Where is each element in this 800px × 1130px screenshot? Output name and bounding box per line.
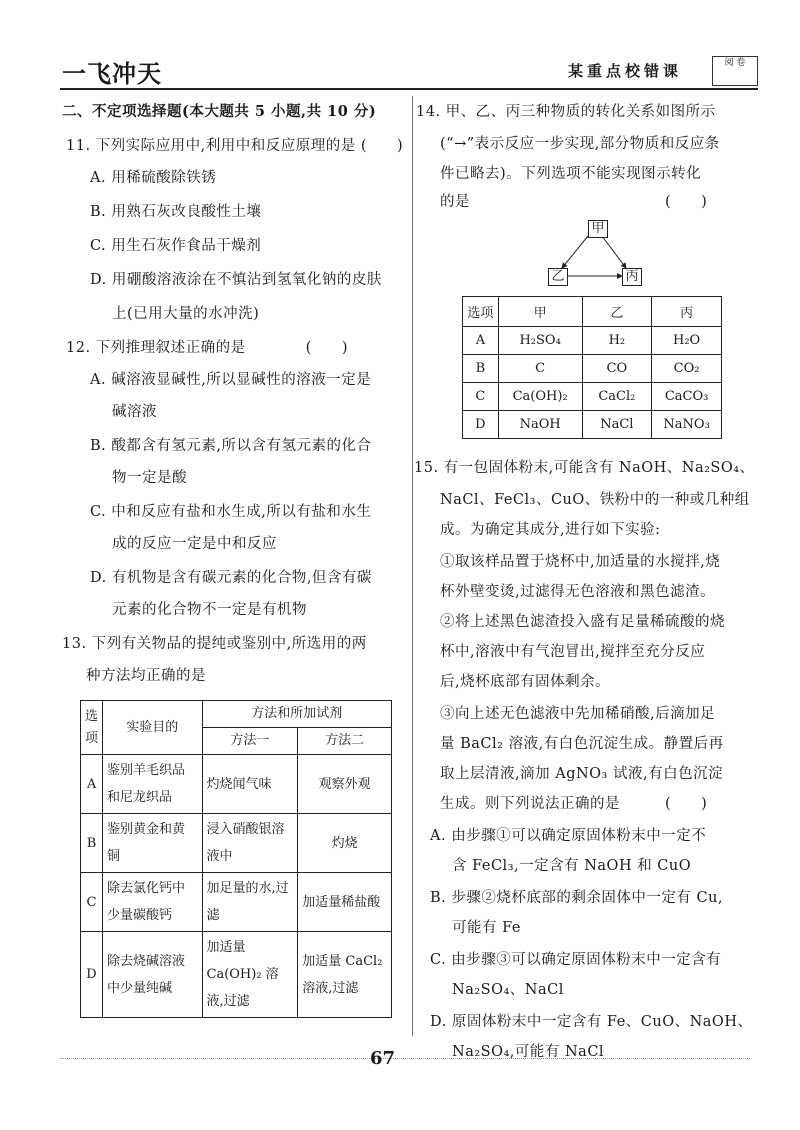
q13-cell-opt: A	[81, 755, 103, 814]
q14-cell: CaCO₃	[652, 383, 722, 411]
q14-cell: CaCl₂	[582, 383, 652, 411]
arrow-jia-bing	[602, 236, 626, 268]
q14-header-yi: 乙	[582, 297, 652, 327]
q13-table	[80, 700, 392, 1018]
table-row	[81, 755, 392, 814]
q15-line: 杯外壁变烫,过滤得无色溶液和黑色滤渣。	[440, 584, 716, 600]
q14-stem-4: 的是 ( )	[440, 194, 708, 210]
q15-option-d-cont: Na₂SO₄,可能有 NaCl	[452, 1044, 605, 1060]
q13-cell-m2: 观察外观	[298, 755, 392, 814]
q15-line: 杯中,溶液中有气泡冒出,搅拌至充分反应	[440, 644, 706, 660]
q15-line: 15. 有一包固体粉末,可能含有 NaOH、Na₂SO₄、	[414, 460, 755, 476]
q13-header-method2: 方法二	[298, 728, 392, 755]
q14-stem-1: 14. 甲、乙、丙三种物质的转化关系如图所示	[416, 104, 716, 120]
q14-header-bing: 丙	[652, 297, 722, 327]
q13-cell-opt: D	[81, 932, 103, 1018]
q13-cell-m1: 加适量 Ca(OH)₂ 溶液,过滤	[202, 932, 298, 1018]
q11-option-d: D. 用硼酸溶液涂在不慎沾到氢氧化钠的皮肤	[90, 272, 382, 288]
q15-line: 后,烧杯底部有固体剩余。	[440, 674, 611, 690]
page-number: 67	[370, 1048, 396, 1069]
stamp-logo: 阅 卷	[712, 56, 758, 86]
q15-option-c: C. 由步骤③可以确定原固体粉末中一定含有	[430, 952, 722, 968]
q13-cell-opt: C	[81, 873, 103, 932]
q13-cell-m2: 加适量稀盐酸	[298, 873, 392, 932]
q11-option-b: B. 用熟石灰改良酸性土壤	[90, 204, 262, 220]
q14-cell: D	[463, 411, 499, 439]
q13-header-method1: 方法一	[202, 728, 298, 755]
q15-option-b: B. 步骤②烧杯底部的剩余固体中一定有 Cu,	[430, 890, 724, 906]
q12-option-b: B. 酸都含有氢元素,所以含有氢元素的化合	[90, 438, 372, 454]
q14-cell: NaOH	[498, 411, 582, 439]
q15-line: 取上层清液,滴加 AgNO₃ 试液,有白色沉淀	[440, 766, 724, 782]
q11-stem: 11. 下列实际应用中,利用中和反应原理的是 ( )	[66, 138, 404, 154]
q14-cell: CO	[582, 355, 652, 383]
q11-option-d-cont: 上(已用大量的水冲洗)	[112, 306, 260, 322]
q12-option-d: D. 有机物是含有碳元素的化合物,但含有碳	[90, 570, 372, 586]
q15-option-c-cont: Na₂SO₄、NaCl	[452, 982, 564, 998]
q14-cell: H₂SO₄	[498, 327, 582, 355]
q15-line: ③向上述无色滤液中先加稀硝酸,后滴加足	[440, 706, 716, 722]
diagram-yi: 乙	[548, 268, 568, 286]
q13-header-option: 选项	[81, 701, 103, 755]
q15-option-b-cont: 可能有 Fe	[452, 920, 521, 936]
table-row	[463, 383, 722, 411]
q14-cell: NaCl	[582, 411, 652, 439]
arrow-jia-yi	[562, 236, 588, 268]
q15-line: 量 BaCl₂ 溶液,有白色沉淀生成。静置后再	[440, 736, 724, 752]
q15-line: 生成。则下列说法正确的是 ( )	[440, 796, 708, 812]
q14-cell: H₂	[582, 327, 652, 355]
q15-option-a: A. 由步骤①可以确定原固体粉末中一定不	[430, 828, 707, 844]
table-row	[81, 814, 392, 873]
q11-option-c: C. 用生石灰作食品干燥剂	[90, 238, 262, 254]
q13-cell-m2: 加适量 CaCl₂ 溶液,过滤	[298, 932, 392, 1018]
footer-rule	[60, 1058, 750, 1059]
q14-header-option: 选项	[463, 297, 499, 327]
q14-stem-2: (“→”表示反应一步实现,部分物质和反应条	[440, 136, 720, 152]
q15-line: 成。为确定其成分,进行如下实验:	[440, 522, 661, 538]
q14-cell: H₂O	[652, 327, 722, 355]
q13-cell-m1: 浸入硝酸银溶液中	[202, 814, 298, 873]
q13-cell-m2: 灼烧	[298, 814, 392, 873]
q11-option-a: A. 用稀硫酸除铁锈	[90, 170, 217, 186]
q13-stem-2: 种方法均正确的是	[86, 668, 206, 684]
column-divider	[412, 96, 413, 1036]
q14-header-jia: 甲	[498, 297, 582, 327]
diagram-bing: 丙	[622, 268, 642, 286]
q14-table	[462, 296, 722, 439]
q13-cell-purpose: 除去烧碱溶液中少量纯碱	[103, 932, 202, 1018]
q14-cell: Ca(OH)₂	[498, 383, 582, 411]
q13-cell-m1: 加足量的水,过滤	[202, 873, 298, 932]
section-title: 二、不定项选择题(本大题共 5 小题,共 10 分)	[62, 103, 377, 120]
q13-stem-1: 13. 下列有关物品的提纯或鉴别中,所选用的两	[62, 636, 367, 652]
q14-cell: B	[463, 355, 499, 383]
q15-line: ①取该样品置于烧杯中,加适量的水搅拌,烧	[440, 554, 721, 570]
table-row	[81, 873, 392, 932]
q14-cell: A	[463, 327, 499, 355]
q15-option-a-cont: 含 FeCl₃,一定含有 NaOH 和 CuO	[452, 858, 692, 874]
table-row	[463, 327, 722, 355]
table-row	[463, 411, 722, 439]
q14-cell: C	[498, 355, 582, 383]
q12-option-b-cont: 物一定是酸	[112, 470, 187, 486]
brand-logo: 一飞冲天	[62, 60, 162, 88]
q15-option-d: D. 原固体粉末中一定含有 Fe、CuO、NaOH、	[430, 1014, 753, 1030]
q14-cell: CO₂	[652, 355, 722, 383]
q12-option-d-cont: 元素的化合物不一定是有机物	[112, 602, 307, 618]
q14-cell: NaNO₃	[652, 411, 722, 439]
q13-cell-purpose: 鉴别羊毛织品和尼龙织品	[103, 755, 202, 814]
q14-stem-3: 件已略去)。下列选项不能实现图示转化	[440, 166, 702, 182]
course-title: 某重点校错课	[568, 62, 683, 80]
q12-stem: 12. 下列推理叙述正确的是 ( )	[66, 340, 348, 356]
q12-option-a: A. 碱溶液显碱性,所以显碱性的溶液一定是	[90, 372, 372, 388]
q12-option-c-cont: 成的反应一定是中和反应	[112, 536, 277, 552]
q13-cell-purpose: 鉴别黄金和黄铜	[103, 814, 202, 873]
q13-cell-opt: B	[81, 814, 103, 873]
q13-header-purpose: 实验目的	[103, 701, 202, 755]
q13-header-methods: 方法和所加试剂	[202, 701, 392, 728]
q15-line: NaCl、FeCl₃、CuO、铁粉中的一种或几种组	[440, 492, 750, 508]
table-row	[463, 355, 722, 383]
q15-line: ②将上述黑色滤渣投入盛有足量稀硫酸的烧	[440, 614, 725, 630]
header-divider	[60, 88, 758, 90]
table-row	[81, 932, 392, 1018]
q12-option-a-cont: 碱溶液	[112, 404, 157, 420]
diagram-jia: 甲	[588, 220, 608, 238]
q12-option-c: C. 中和反应有盐和水生成,所以有盐和水生	[90, 504, 372, 520]
q13-cell-m1: 灼烧闻气味	[202, 755, 298, 814]
q14-cell: C	[463, 383, 499, 411]
q13-cell-purpose: 除去氯化钙中少量碳酸钙	[103, 873, 202, 932]
